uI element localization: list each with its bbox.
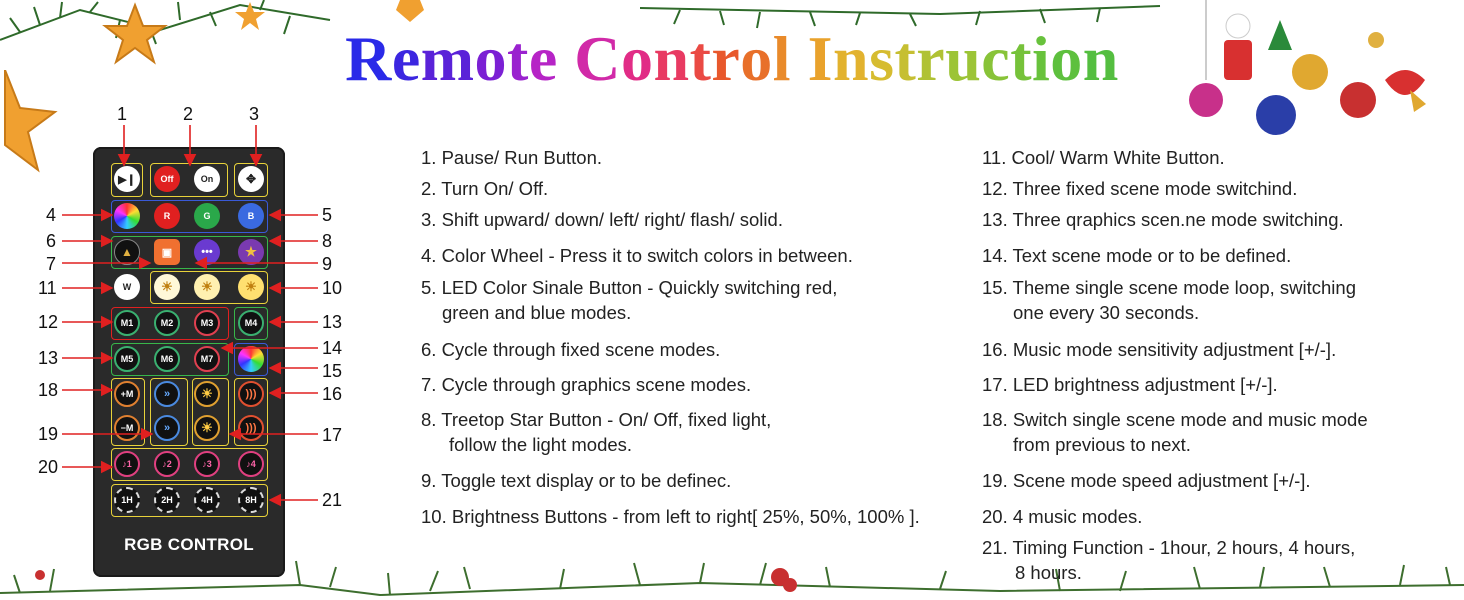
- callout-5: 5: [322, 205, 333, 225]
- title-letter: u: [945, 23, 982, 94]
- instruction-8: 8. Treetop Star Button - On/ Off, fixed light,: [421, 409, 772, 430]
- instruction-7: 7. Cycle through graphics scene modes.: [421, 374, 752, 395]
- m5-button[interactable]: M5: [114, 346, 140, 372]
- title-letter: o: [620, 23, 654, 94]
- instruction-13: 13. Three qraphics scen.ne mode switching.: [982, 209, 1344, 230]
- green-button[interactable]: G: [194, 203, 220, 229]
- instruction-10: 10. Brightness Buttons - from left to right[ 25%, 50%, 100% ].: [421, 506, 920, 527]
- timer-8h-button[interactable]: 8H: [238, 487, 264, 513]
- instruction-18-cont: from previous to next.: [1013, 434, 1191, 455]
- callout-8: 8: [322, 231, 333, 251]
- instruction-3: 3. Shift upward/ down/ left/ right/ flash/ solid.: [421, 209, 783, 230]
- instruction-4: 4. Color Wheel - Press it to switch colors in between.: [421, 245, 853, 266]
- instruction-17: 17. LED brightness adjustment [+/-].: [982, 374, 1278, 395]
- callout-6: 6: [46, 231, 57, 251]
- instruction-9: 9. Toggle text display or to be definec.: [421, 470, 732, 491]
- instruction-15-cont: one every 30 seconds.: [1013, 302, 1200, 323]
- instruction-21-cont: 8 hours.: [1015, 562, 1082, 583]
- callout-12: 12: [38, 312, 59, 332]
- callout-4: 4: [46, 205, 57, 225]
- callout-17: 17: [322, 425, 343, 445]
- callout-arrows: [0, 0, 360, 600]
- instruction-19: 19. Scene mode speed adjustment [+/-].: [982, 470, 1311, 491]
- pause-run-button[interactable]: ▶❙: [114, 166, 140, 192]
- instruction-6: 6. Cycle through fixed scene modes.: [421, 339, 721, 360]
- m6-button[interactable]: M6: [154, 346, 180, 372]
- title-letter: I: [807, 23, 833, 94]
- callout-20: 20: [38, 457, 59, 477]
- m1-button[interactable]: M1: [114, 310, 140, 336]
- music-2-label: 2: [166, 459, 172, 469]
- led-bright-up-button[interactable]: ☀: [194, 381, 220, 407]
- callout-10: 10: [322, 278, 343, 298]
- title-letter: o: [474, 23, 508, 94]
- music-4-label: 4: [250, 459, 256, 469]
- red-button[interactable]: R: [154, 203, 180, 229]
- callout-9: 9: [322, 254, 333, 274]
- music-3-button[interactable]: ♪ 3: [194, 451, 220, 477]
- text-display-button[interactable]: •••: [194, 239, 220, 265]
- callout-18: 18: [38, 380, 59, 400]
- instruction-2: 2. Turn On/ Off.: [421, 178, 549, 199]
- instruction-18: 18. Switch single scene mode and music mode: [982, 409, 1368, 430]
- title-letter: e: [391, 23, 421, 94]
- white-button[interactable]: W: [114, 274, 140, 300]
- title-letter: r: [916, 23, 946, 94]
- instruction-21: 21. Timing Function - 1hour, 2 hours, 4 hours,: [982, 537, 1356, 558]
- callout-14: 14: [322, 338, 343, 358]
- callout-1: 1: [117, 104, 128, 124]
- music-4-button[interactable]: ♪ 4: [238, 451, 264, 477]
- brightness-50-button[interactable]: ☀: [194, 274, 220, 300]
- remote-label: RGB CONTROL: [124, 535, 254, 554]
- callout-2: 2: [183, 104, 194, 124]
- brightness-25-button[interactable]: ☀: [154, 274, 180, 300]
- callout-13a: 13: [322, 312, 343, 332]
- graphics-scene-button[interactable]: ▣: [154, 239, 180, 265]
- instruction-12: 12. Three fixed scene mode switchind.: [982, 178, 1298, 199]
- title-letter: R: [345, 23, 392, 94]
- speed-down-button[interactable]: »: [154, 415, 180, 441]
- brightness-100-button[interactable]: ☀: [238, 274, 264, 300]
- title-letter: o: [740, 23, 773, 94]
- callout-11: 11: [38, 278, 57, 298]
- title-letter: n: [653, 23, 690, 94]
- timer-1h-button[interactable]: 1H: [114, 487, 140, 513]
- m7-button[interactable]: M7: [194, 346, 220, 372]
- instruction-11: 11. Cool/ Warm White Button.: [982, 147, 1225, 168]
- on-button[interactable]: On: [194, 166, 220, 192]
- instruction-1: 1. Pause/ Run Button.: [421, 147, 603, 168]
- off-button[interactable]: Off: [154, 166, 180, 192]
- music-1-label: 1: [126, 459, 132, 469]
- timer-4h-button[interactable]: 4H: [194, 487, 220, 513]
- instruction-8-cont: follow the light modes.: [449, 434, 633, 455]
- treetop-star-button[interactable]: ★: [238, 239, 264, 265]
- callout-7: 7: [46, 254, 57, 274]
- title-letter: m: [420, 23, 475, 94]
- fixed-scene-button[interactable]: ▲: [114, 239, 140, 265]
- direction-button[interactable]: ✥: [238, 166, 264, 192]
- title-letter: o: [1050, 23, 1083, 94]
- title-letter: n: [832, 23, 870, 94]
- title-letter: t: [894, 23, 917, 94]
- title-letter: e: [528, 23, 558, 94]
- timer-2h-button[interactable]: 2H: [154, 487, 180, 513]
- music-1-button[interactable]: ♪ 1: [114, 451, 140, 477]
- instructions-left: [421, 0, 981, 600]
- instructions-right: [982, 0, 1452, 600]
- title-letter: t: [689, 23, 712, 94]
- sensitivity-down-button[interactable]: ))): [238, 415, 264, 441]
- sensitivity-up-button[interactable]: ))): [238, 381, 264, 407]
- instruction-20: 20. 4 music modes.: [982, 506, 1143, 527]
- instruction-14: 14. Text scene mode or to be defined.: [982, 245, 1292, 266]
- title-letter: t: [507, 23, 529, 94]
- callout-3: 3: [249, 104, 260, 124]
- callout-21: 21: [322, 490, 343, 510]
- title-letter: r: [711, 23, 741, 94]
- title-letter: c: [981, 23, 1011, 94]
- title-letter: n: [1082, 23, 1119, 94]
- callout-16: 16: [322, 384, 343, 404]
- instruction-5: 5. LED Color Sinale Button - Quickly switching red,: [421, 277, 838, 298]
- music-3-label: 3: [206, 459, 212, 469]
- instruction-5-cont: green and blue modes.: [442, 302, 632, 323]
- speed-up-button[interactable]: »: [154, 381, 180, 407]
- callout-19: 19: [38, 424, 59, 444]
- title-letter: s: [869, 23, 895, 94]
- title-letter: C: [574, 23, 621, 94]
- led-bright-down-button[interactable]: ☀: [194, 415, 220, 441]
- music-2-button[interactable]: ♪ 2: [154, 451, 180, 477]
- callout-15: 15: [322, 361, 343, 381]
- m4-button[interactable]: M4: [238, 310, 264, 336]
- m2-button[interactable]: M2: [154, 310, 180, 336]
- m3-button[interactable]: M3: [194, 310, 220, 336]
- blue-button[interactable]: B: [238, 203, 264, 229]
- instruction-16: 16. Music mode sensitivity adjustment [+/-].: [982, 339, 1337, 360]
- minus-m-button[interactable]: −M: [114, 415, 140, 441]
- plus-m-button[interactable]: +M: [114, 381, 140, 407]
- title-letter: l: [772, 23, 792, 94]
- instruction-15: 15. Theme single scene mode loop, switching: [982, 277, 1356, 298]
- title-letter: i: [1032, 23, 1051, 94]
- title-letter: t: [1010, 23, 1033, 94]
- callout-13b: 13: [38, 348, 59, 368]
